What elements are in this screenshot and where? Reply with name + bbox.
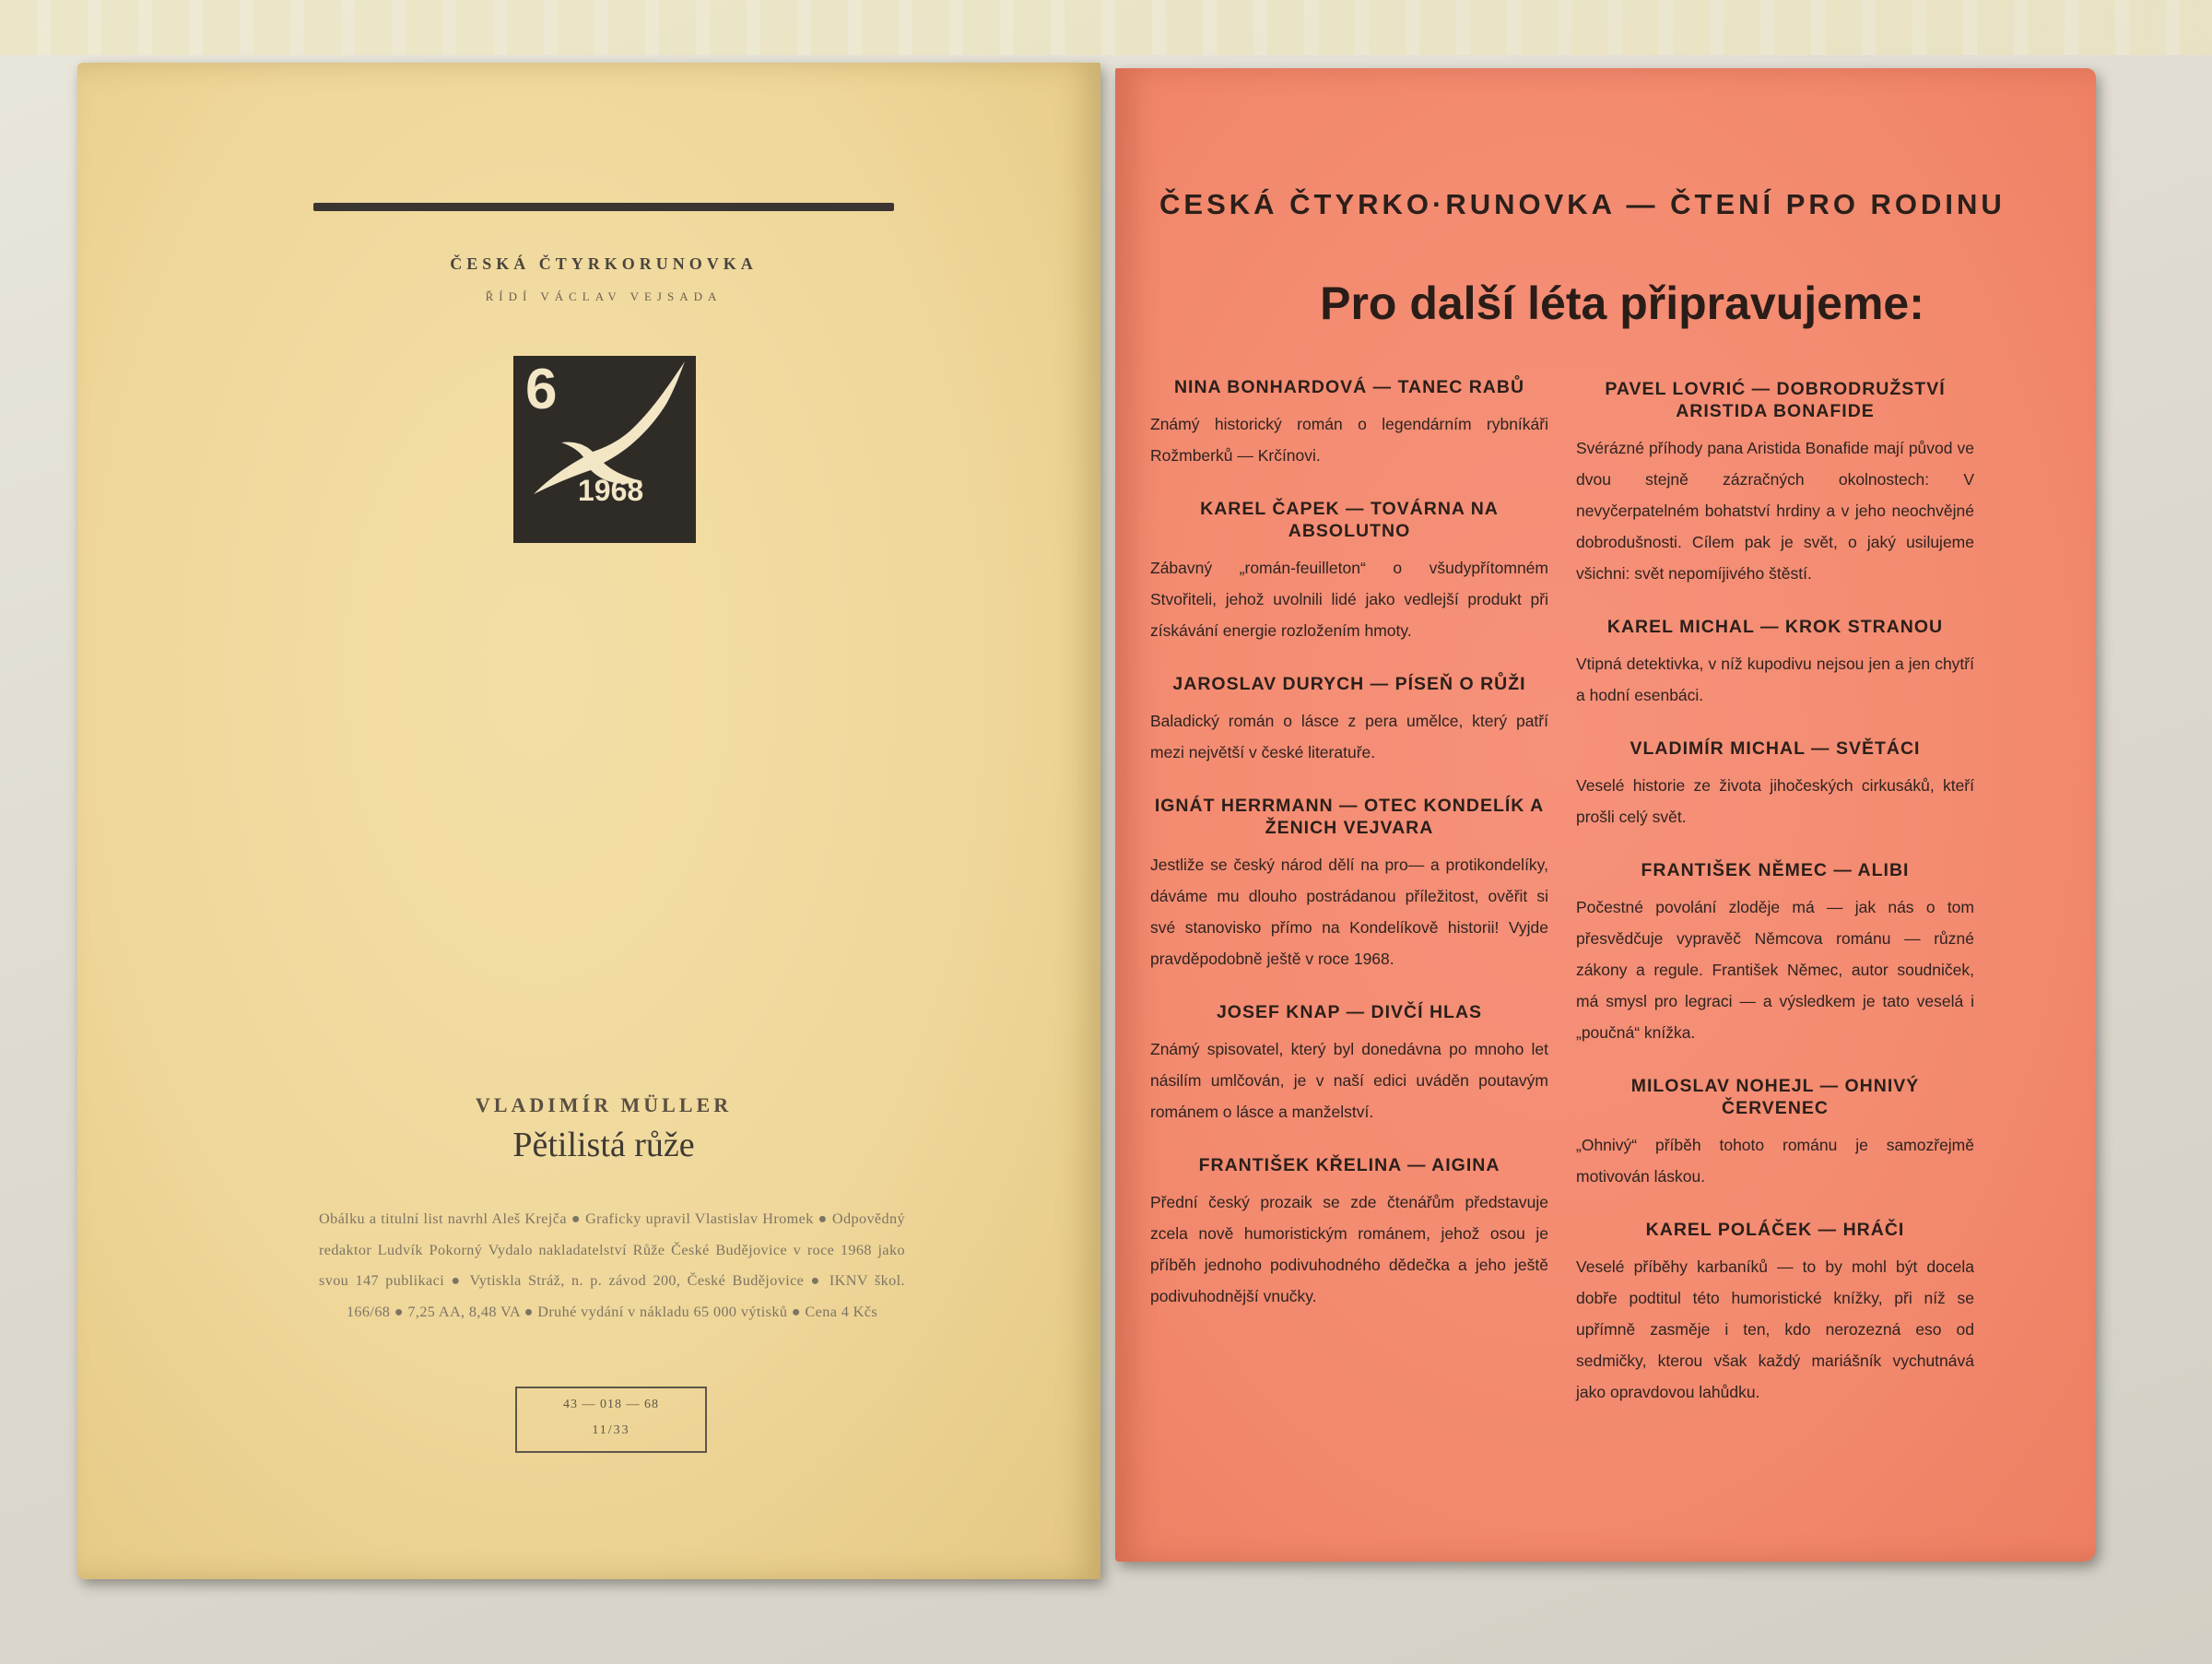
series-editor: ŘÍDÍ VÁCLAV VEJSADA: [485, 289, 723, 303]
book-entry: [1576, 616, 1974, 711]
right-page: [1115, 68, 2096, 1562]
entry-description: Přední český prozaik se zde čtenářům představuje zcela nově humoristickým románem, jehož osou je příběh jednoho podivuhodného dědečka a jeho ještě podivuhodnější vnučky.: [1150, 1193, 1548, 1305]
entry-description: Počestné povolání zloděje má — jak nás o tom přesvědčuje vypravěč Němcova románu — různé zákony a regule. František Němec, autor soudniček, má smysl pro legraci — a výsledkem je tato veselá i „poučná“ knížka.: [1576, 898, 1974, 1042]
book-entry: [1150, 1001, 1548, 1127]
entry-description: Zábavný „román-feuilleton“ o všudypřítomném Stvořiteli, jehož uvolnili lidé jako vedlejší produkt při získávání energie rozložením hmoty.: [1150, 559, 1548, 640]
entry-description: „Ohnivý“ příběh tohoto románu je samozřejmě motivován láskou.: [1576, 1136, 1974, 1186]
tablecloth: [0, 0, 2212, 55]
catalog-code-box: [515, 1387, 707, 1453]
logo-number: 6: [525, 358, 558, 421]
imprint-text: Obálku a titulní list navrhl Aleš Krejča ● Graficky upravil Vlastislav Hromek ● Odpovědný redaktor Ludvík Pokorný Vydalo nakladatelství Růže České Budějovice v roce 1968 jako svou 147 publikaci ● Vytiskla Stráž, n. p. závod 200, České Budějovice ● IKNV škol. 166/68 ● 7,25 AA, 8,48 VA ● Druhé vydání v nákladu 65 000 výtisků ● Cena 4 Kčs: [319, 1210, 905, 1320]
page-heading: Pro další léta připravujeme:: [1320, 277, 1924, 329]
entry-title: JOSEF KNAP — DIVČÍ HLAS: [1216, 1002, 1483, 1022]
entry-title: KAREL MICHAL — KROK STRANOU: [1606, 617, 1944, 637]
left-page: [77, 63, 1100, 1579]
entry-title: NINA BONHARDOVÁ — TANEC RABŮ: [1173, 377, 1525, 397]
book-entry: [1576, 1219, 1974, 1408]
book-entry: [1150, 376, 1548, 471]
entry-description: Známý spisovatel, který byl donedávna po mnoho let násilím umlčován, je v naší edici uváděn poutavým románem o lásce a manželství.: [1150, 1040, 1548, 1121]
entry-title: PAVEL LOVRIĆ — DOBRODRUŽSTVÍ ARISTIDA BONAFIDE: [1605, 379, 1946, 421]
page-header: ČESKÁ ČTYRKO·RUNOVKA — ČTENÍ PRO RODINU: [1159, 188, 2006, 220]
book-title: Pětilistá růže: [512, 1126, 695, 1164]
entry-title: FRANTIŠEK KŘELINA — AIGINA: [1198, 1155, 1500, 1175]
entry-title: VLADIMÍR MICHAL — SVĚTÁCI: [1630, 738, 1921, 759]
book-entry: [1576, 859, 1974, 1048]
book-author: VLADIMÍR MÜLLER: [475, 1093, 733, 1116]
entry-title: IGNÁT HERRMANN — OTEC KONDELÍK A ŽENICH VEJVARA: [1154, 796, 1545, 838]
logo-year: 1968: [578, 474, 644, 507]
series-title: ČESKÁ ČTYRKORUNOVKA: [450, 254, 758, 273]
entry-title: FRANTIŠEK NĚMEC — ALIBI: [1641, 860, 1910, 880]
book-entry: [1576, 378, 1974, 589]
book-entry: [1150, 498, 1548, 646]
entry-title: KAREL ČAPEK — TOVÁRNA NA ABSOLUTNO: [1200, 499, 1499, 541]
catalog-code: 43 — 018 — 68: [563, 1398, 659, 1411]
left-column: [1150, 376, 1548, 1312]
entry-description: Veselé historie ze života jihočeských cirkusáků, kteří prošli celý svět.: [1576, 776, 1974, 826]
entry-description: Jestliže se český národ dělí na pro— a protikondelíky, dáváme mu dlouho postrádanou příležitost, ověřit si své stanovisko přímo na Kondelíkově historii! Vyjde pravděpodobně ještě v roce 1968.: [1150, 856, 1548, 968]
entry-title: MILOSLAV NOHEJL — OHNIVÝ ČERVENEC: [1630, 1076, 1920, 1118]
entry-description: Veselé příběhy karbaníků — to by mohl být docela dobře podtitul této humoristické knížky, při níž se upřímně zasměje i ten, kdo nerozezná eso od sedmičky, kterou však každý mariášník vychutnává jako opravdovou lahůdku.: [1576, 1257, 1974, 1401]
top-rule: [313, 203, 894, 211]
entry-description: Vtipná detektivka, v níž kupodivu nejsou jen a jen chytří a hodní esenbáci.: [1576, 655, 1974, 704]
entry-description: Baladický román o lásce z pera umělce, který patří mezi největší v české literatuře.: [1150, 712, 1548, 761]
publisher-logo: [513, 356, 696, 543]
book-entry: [1150, 673, 1548, 768]
book-entry: [1150, 1154, 1548, 1312]
entry-title: KAREL POLÁČEK — HRÁČI: [1645, 1220, 1905, 1240]
entry-title: JAROSLAV DURYCH — PÍSEŇ O RŮŽI: [1172, 674, 1526, 694]
book-entry: [1150, 795, 1548, 974]
entry-description: Známý historický román o legendárním rybníkáři Rožmberků — Krčínovi.: [1150, 415, 1548, 465]
right-column: [1576, 378, 1974, 1408]
catalog-number: 11/33: [592, 1423, 630, 1437]
entry-description: Svérázné příhody pana Aristida Bonafide mají původ ve dvou stejně zázračných okolnostech: V nevyčerpatelném bohatství hrdiny a v jeho neochvějné dobrodušnosti. Cílem pak je svět, o jaký usilujeme všichni: svět nepomíjivého štěstí.: [1576, 439, 1974, 583]
book-entry: [1576, 1075, 1974, 1192]
book-entry: [1576, 738, 1974, 832]
